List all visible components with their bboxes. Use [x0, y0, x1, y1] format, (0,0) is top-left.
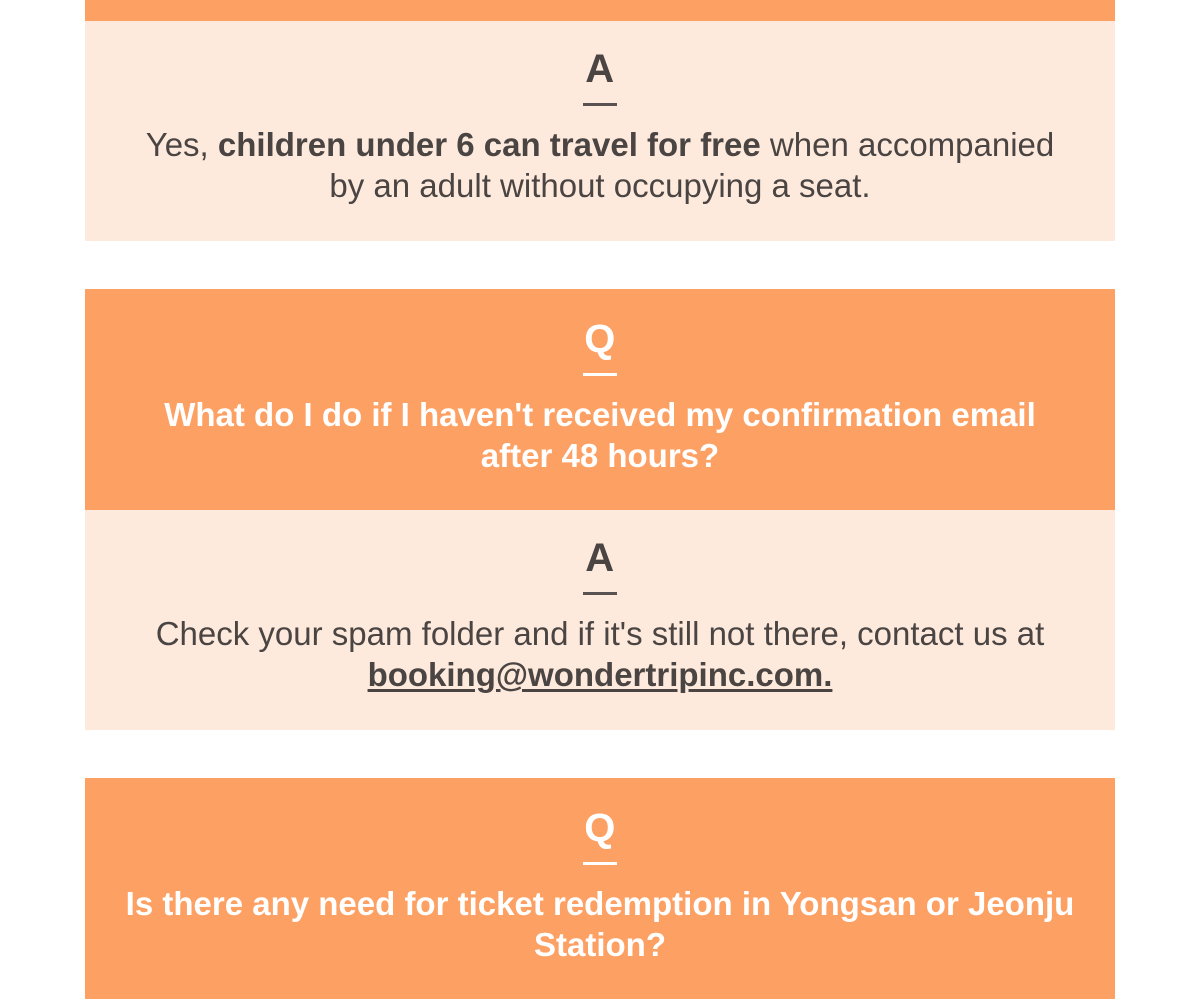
answer-text-normal: Yes,	[146, 126, 218, 163]
divider-rule	[583, 373, 617, 376]
faq-item	[85, 289, 1115, 730]
divider-rule	[583, 103, 617, 106]
faq-item	[85, 0, 1115, 241]
faq-question-card[interactable]	[85, 0, 1115, 21]
answer-text-normal: when accompanied by an adult without occupying a seat.	[329, 126, 1054, 204]
faq-answer-text	[125, 613, 1075, 696]
faq-answer-card	[85, 510, 1115, 730]
faq-question-text: Is there any need for ticket redemption in Yongsan or Jeonju Station?	[125, 883, 1075, 966]
question-marker: Q	[125, 808, 1075, 848]
section-gap	[85, 241, 1115, 289]
faq-question-card[interactable]	[85, 289, 1115, 511]
divider-rule	[583, 862, 617, 865]
divider-rule	[583, 592, 617, 595]
answer-marker: A	[125, 538, 1075, 578]
faq-question-text: What do I do if I haven't received my confirmation email after 48 hours?	[125, 394, 1075, 477]
answer-marker: A	[125, 49, 1075, 89]
faq-answer-text	[125, 124, 1075, 207]
support-email-link[interactable]: booking@wondertripinc.com.	[368, 656, 833, 693]
faq-question-card[interactable]	[85, 778, 1115, 999]
faq-list	[85, 0, 1115, 999]
faq-answer-card	[85, 21, 1115, 241]
question-marker: Q	[125, 319, 1075, 359]
answer-text-normal: Check your spam folder and if it's still not there, contact us at	[156, 615, 1045, 652]
section-gap	[85, 730, 1115, 778]
answer-text-emphasis: children under 6 can travel for free	[218, 126, 761, 163]
faq-item	[85, 778, 1115, 999]
